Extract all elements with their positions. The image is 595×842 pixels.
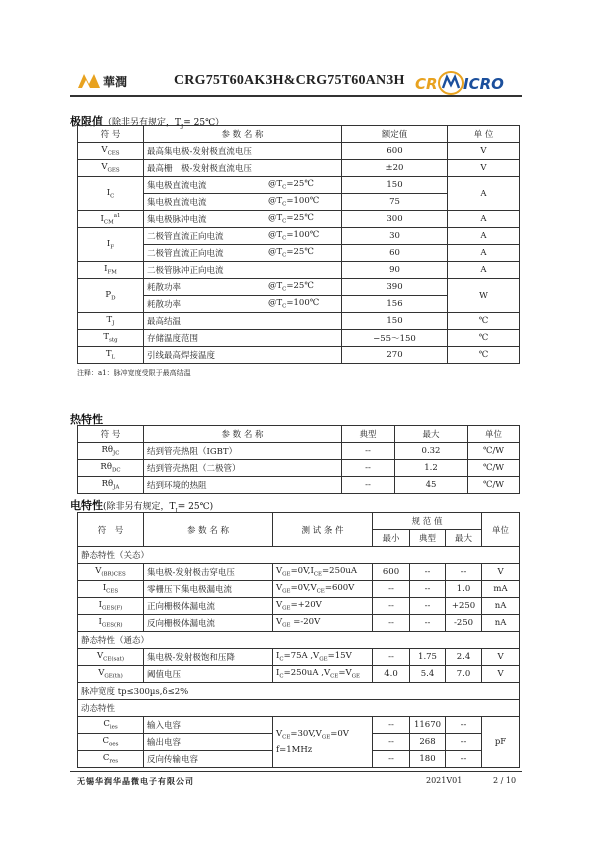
huarun-logo [77,68,131,94]
symbol-cell: $I_{FM}$ [78,262,144,279]
electrical-row: $C_{oes}$ 输出电容 -- 268 -- [78,734,520,751]
limits-row: $T_J$ 最高结温 150 ℃ [78,313,520,330]
svg-text:CR: CR [415,75,438,93]
limits-row: $I_{CM}^{a1}$ 集电极脉冲电流 $@T_C=25℃$ 300 A [78,211,520,228]
symbol-cell: $I_F$ [78,228,144,262]
footer-version: 2021V01 [426,776,463,785]
electrical-table: 符 号 参 数 名 称 测 试 条 件 规 范 值 单位 最小 典型 最大 静态特性（关态） $V_{(BR)CES}$ 集电极-发射极击穿电压 $V_{GE}=0V,I_{CE}=250uA$ 600 -- -- V $I_{CES}$ 零栅压下集电极漏电流 $V_{GE}=0V,V_{CE}=600V$ -- -- 1.0 mA $I_{GES(F)}$ 正向栅极体漏电流 $V_{GE}=+20V$ -- -- +250 nA $I_{GES(R)}$ 反向栅极体漏电流 $V_{GE} =-20V$ -- -- -250 nA 静态特性（通态） $V_{CE(sat)}$ 集电极-发射极饱和压降 $I_C=75A$ $,V_{GE}=15V$ -- 1.75 2.4 V $V_{GE(th)}$ 阈值电压 $I_C=250uA$ $,V_{CE}=V_{GE}$ 4.0 5.4 7.0 V 脉冲宽度 tp≤300µs,δ≤2% 动态特性 $C_{ies}$ 输入电容 $V_{CE}=30V,V_{GE}=0V$ f=1MHz -- 11670 -- pF $C_{oes}$ 输出电容 -- 268 -- $C_{res}$ 反向传输电容 -- 180 -- [77,512,520,768]
limits-row: 耗散功率 $@T_C=100℃$ 156 [78,296,520,313]
section-dynamic: 动态特性 [78,700,520,717]
limits-footnote: 注释：a1：脉冲宽度受限于最高结温 [77,369,191,377]
symbol-cell: $V_{CES}$ [78,143,144,160]
limits-row: 二极管直流正向电流 $@T_C=25℃$ 60 A [78,245,520,262]
thermal-row: $R\theta_{DC}$ 结到管壳热阻（二极管） -- 1.2 ℃/W [78,460,520,477]
electrical-row: $V_{GE(th)}$ 阈值电压 $I_C=250uA$ $,V_{CE}=V_{GE}$ 4.0 5.4 7.0 V [78,666,520,683]
symbol-cell: $T_{stg}$ [78,330,144,347]
limits-row: $I_{FM}$ 二极管脉冲正向电流 90 A [78,262,520,279]
symbol-cell: $I_C$ [78,177,144,211]
electrical-header-row: 符 号 参 数 名 称 测 试 条 件 规 范 值 单位 [78,513,520,530]
thermal-header-row: 符 号 参 数 名 称 典型 最大 单位 [78,426,520,443]
svg-text:ICRO: ICRO [463,75,504,93]
limits-table [77,125,520,364]
electrical-row: $C_{res}$ 反向传输电容 -- 180 -- [78,751,520,768]
thermal-row: $R\theta_{JA}$ 结到环境的热阻 -- 45 ℃/W [78,477,520,494]
limits-heading: 极限值（除非另有规定，$T_J=$ 25℃） [70,115,225,130]
limits-header-row: 符 号 参 数 名 称 额定值 单 位 [78,126,520,143]
limits-row: $V_{CES}$ 最高集电极-发射极直流电压 600 V [78,143,520,160]
limits-row: $P_D$ 耗散功率 $@T_C=25℃$ 390 W [78,279,520,296]
electrical-row: $V_{(BR)CES}$ 集电极-发射极击穿电压 $V_{GE}=0V,I_{CE}=250uA$ 600 -- -- V [78,564,520,581]
symbol-cell: $V_{GES}$ [78,160,144,177]
symbol-cell: $I_{CM}^{a1}$ [78,211,144,228]
brand-cn: 華潤 [103,75,128,89]
electrical-row: $I_{CES}$ 零栅压下集电极漏电流 $V_{GE}=0V,V_{CE}=600V$ -- -- 1.0 mA [78,581,520,598]
pulse-note-row: 脉冲宽度 tp≤300µs,δ≤2% [78,683,520,700]
symbol-cell: $T_L$ [78,347,144,364]
electrical-row: $I_{GES(R)}$ 反向栅极体漏电流 $V_{GE} =-20V$ -- -- -250 nA [78,615,520,632]
limits-row: $I_F$ 二极管直流正向电流 $@T_C=100℃$ 30 A [78,228,520,245]
limits-row: $V_{GES}$ 最高栅 极-发射极直流电压 ±20 V [78,160,520,177]
limits-row: 集电极直流电流 $@T_C=100℃$ 75 [78,194,520,211]
section-off-state: 静态特性（关态） [78,547,520,564]
limits-row: $T_L$ 引线最高焊接温度 270 ℃ [78,347,520,364]
electrical-row: $V_{CE(sat)}$ 集电极-发射极饱和压降 $I_C=75A$ $,V_{GE}=15V$ -- 1.75 2.4 V [78,649,520,666]
thermal-heading: 热特性 [70,413,103,426]
limits-row: $T_{stg}$ 存储温度范围 −55～150 ℃ [78,330,520,347]
symbol-cell: $P_D$ [78,279,144,313]
section-on-state: 静态特性（通态） [78,632,520,649]
electrical-heading: 电特性(除非另有规定，$T_J=$ 25℃) [70,499,214,514]
limits-row: $I_C$ 集电极直流电流 $@T_C=25℃$ 150 A [78,177,520,194]
footer-company: 无锡华润华晶微电子有限公司 [77,777,194,786]
footer-rule [70,771,522,772]
page-title: CRG75T60AK3H&CRG75T60AN3H [174,73,405,88]
header-rule [70,95,522,97]
symbol-cell: $T_J$ [78,313,144,330]
electrical-row: $I_{GES(F)}$ 正向栅极体漏电流 $V_{GE}=+20V$ -- -- +250 nA [78,598,520,615]
electrical-row: $C_{ies}$ 输入电容 $V_{CE}=30V,V_{GE}=0V$ f=1MHz -- 11670 -- pF [78,717,520,734]
footer-page: 2 / 10 [493,776,517,785]
thermal-table [77,425,520,494]
thermal-row: $R\theta_{JC}$ 结到管壳热阻（IGBT） -- 0.32 ℃/W [78,443,520,460]
crmicro-logo [415,68,513,98]
